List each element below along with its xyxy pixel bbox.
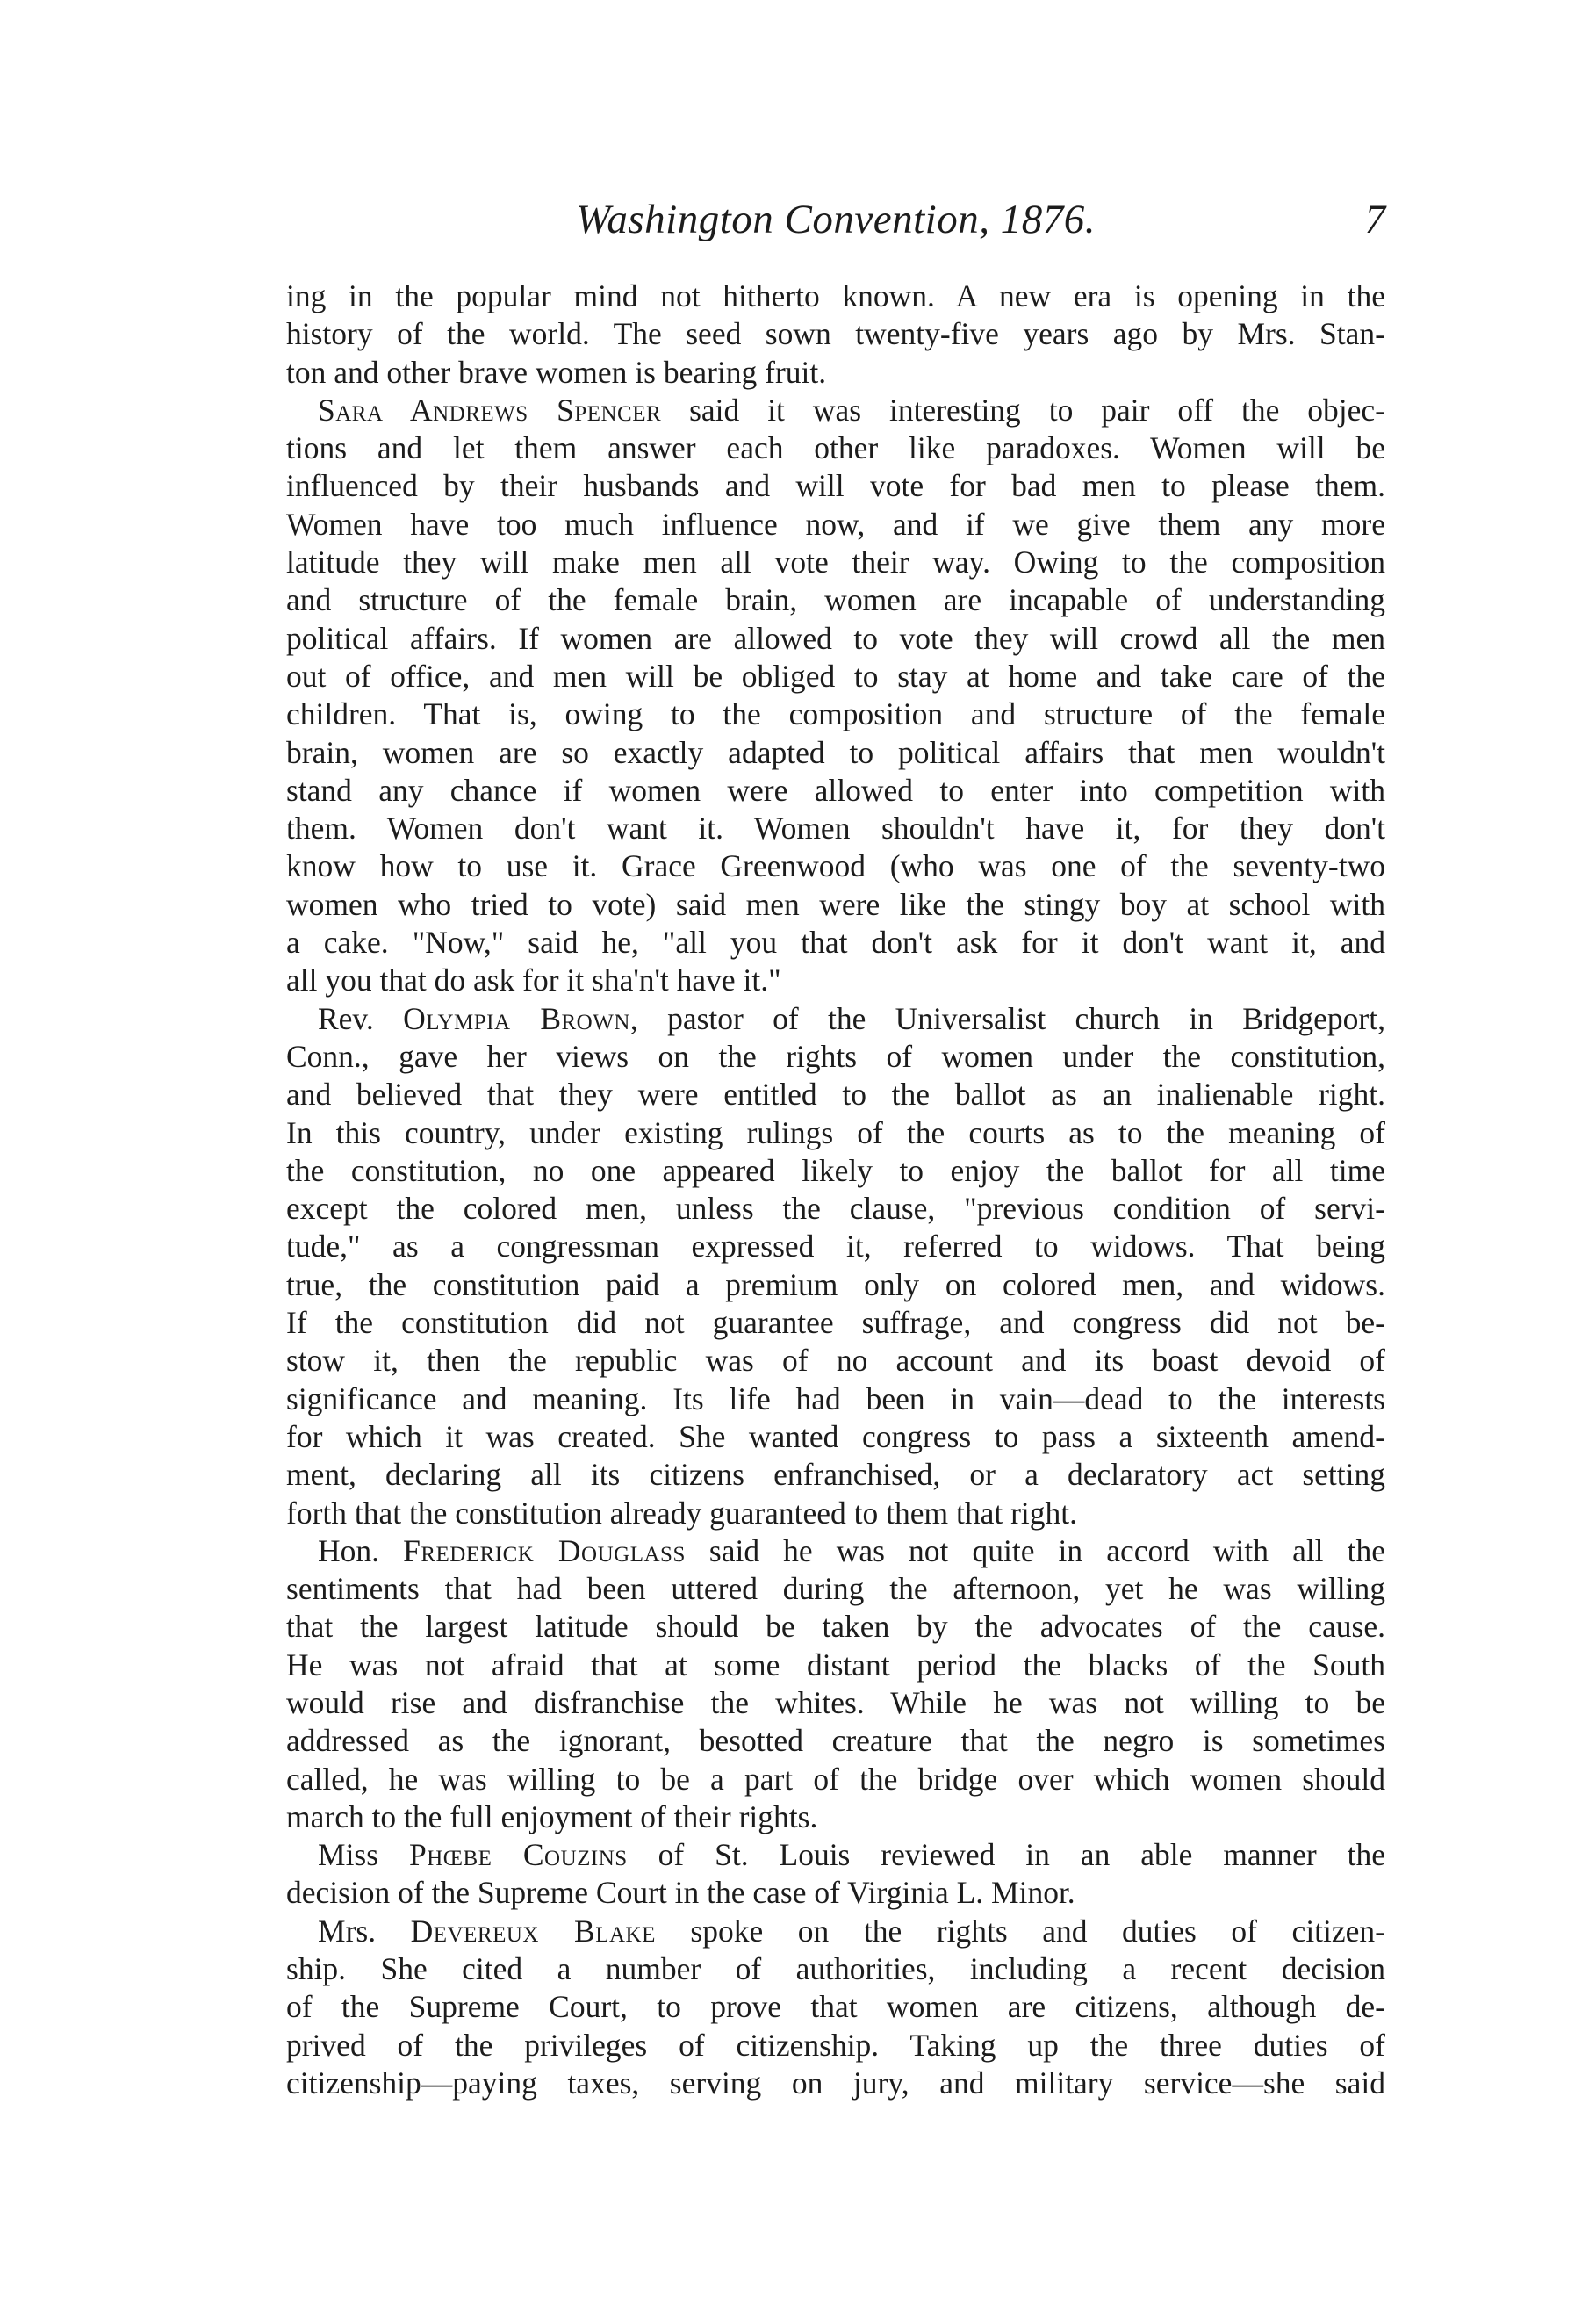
text-line: stow it, then the republic was of no account and its boast devoid of (286, 1343, 1385, 1379)
text-line: stand any chance if women were allowed to enter into competition with (286, 772, 1385, 808)
paragraph (286, 1836, 1385, 1913)
text-line: children. That is, owing to the composition and structure of the female (286, 696, 1385, 732)
text-line (286, 1913, 1385, 1950)
text-line (286, 1532, 1385, 1570)
text-line (286, 392, 1385, 429)
text-line: history of the world. The seed sown twenty-five years ago by Mrs. Stan- (286, 316, 1385, 352)
text-line: sentiments that had been uttered during the afternoon, yet he was willing (286, 1571, 1385, 1607)
text-line: political affairs. If women are allowed to vote they will crowd all the men (286, 620, 1385, 656)
text-line: all you that do ask for it sha'n't have it." (286, 962, 781, 998)
text-line: ing in the popular mind not hitherto known. A new era is opening in the (286, 278, 1385, 313)
paragraph (286, 277, 1385, 392)
text-line: ment, declaring all its citizens enfranchised, or a declaratory act setting (286, 1457, 1385, 1493)
title-prefix: Miss (318, 1837, 409, 1873)
text-line: and structure of the female brain, women are incapable of understanding (286, 582, 1385, 618)
text-line (286, 1000, 1385, 1038)
paragraph (286, 1532, 1385, 1836)
text-line: addressed as the ignorant, besotted creature that the negro is sometimes (286, 1723, 1385, 1759)
text-line: know how to use it. Grace Greenwood (who was one of the seventy-two (286, 848, 1385, 884)
text-line: and believed that they were entitled to the ballot as an inalienable right. (286, 1077, 1385, 1113)
title-prefix: Hon. (318, 1532, 404, 1568)
text-line: If the constitution did not guarantee suffrage, and congress did not be- (286, 1305, 1385, 1341)
text-line: for which it was created. She wanted congress to pass a sixteenth amend- (286, 1418, 1385, 1454)
running-title: Washington Convention, 1876. (576, 197, 1096, 242)
text-line: influenced by their husbands and will vote for bad men to please them. (286, 468, 1385, 504)
text-segment: said he was not quite in accord with all the (685, 1532, 1385, 1568)
text-segment: of St. Louis reviewed in an able manner the (627, 1837, 1385, 1873)
paragraph (286, 392, 1385, 1000)
paragraph (286, 1000, 1385, 1532)
page-number: 7 (1364, 197, 1385, 242)
speaker-name: Devereux Blake (410, 1913, 656, 1949)
text-line: In this country, under existing rulings of the courts as to the meaning of (286, 1114, 1385, 1150)
body-text (286, 277, 1385, 2102)
text-line: Women have too much influence now, and if we give them any more (286, 506, 1385, 542)
text-line: decision of the Supreme Court in the case of Virginia L. Minor. (286, 1875, 1075, 1911)
text-line: the constitution, no one appeared likely to enjoy the ballot for all time (286, 1152, 1385, 1188)
text-line: latitude they will make men all vote their way. Owing to the composition (286, 544, 1385, 580)
page-header (286, 193, 1385, 255)
speaker-name: Olympia Brown (403, 1000, 630, 1036)
text-line: brain, women are so exactly adapted to political affairs that men wouldn't (286, 734, 1385, 770)
text-line: would rise and disfranchise the whites. While he was not willing to be (286, 1684, 1385, 1720)
text-line: that the largest latitude should be taken by the advocates of the cause. (286, 1609, 1385, 1645)
speaker-name: Frederick Douglass (403, 1532, 686, 1568)
text-line: called, he was willing to be a part of the bridge over which women should (286, 1761, 1385, 1797)
text-segment: said it was interesting to pair off the objec- (661, 392, 1385, 428)
title-prefix: Rev. (318, 1000, 404, 1036)
text-segment: spoke on the rights and duties of citizen- (655, 1913, 1385, 1949)
text-line: except the colored men, unless the clause, "previous condition of servi- (286, 1191, 1385, 1227)
text-line: Conn., gave her views on the rights of women under the constitution, (286, 1038, 1385, 1074)
text-line: out of office, and men will be obliged to stay at home and take care of the (286, 658, 1385, 694)
text-line: tions and let them answer each other like paradoxes. Women will be (286, 430, 1385, 466)
text-line: a cake. "Now," said he, "all you that don't ask for it don't want it, and (286, 925, 1385, 961)
text-line: ship. She cited a number of authorities, including a recent decision (286, 1951, 1385, 1987)
text-line: ton and other brave women is bearing fruit. (286, 354, 827, 390)
text-line (286, 1836, 1385, 1874)
text-line: prived of the privileges of citizenship. Taking up the three duties of (286, 2027, 1385, 2063)
text-line: of the Supreme Court, to prove that women are citizens, although de- (286, 1989, 1385, 2025)
paragraph (286, 1913, 1385, 2102)
text-line: march to the full enjoyment of their rights. (286, 1798, 818, 1834)
title-prefix: Mrs. (318, 1913, 411, 1949)
text-line: citizenship—paying taxes, serving on jury, and military service—she said (286, 2065, 1385, 2101)
speaker-name: Phœbe Couzins (408, 1837, 628, 1873)
text-line: true, the constitution paid a premium only on colored men, and widows. (286, 1266, 1385, 1302)
speaker-name: Sara Andrews Spencer (318, 392, 662, 428)
text-line: forth that the constitution already guaranteed to them that right. (286, 1495, 1078, 1531)
text-line: them. Women don't want it. Women shouldn't have it, for they don't (286, 811, 1385, 847)
text-line: He was not afraid that at some distant period the blacks of the South (286, 1647, 1385, 1683)
text-line: significance and meaning. Its life had been in vain—dead to the interests (286, 1380, 1385, 1416)
text-line: women who tried to vote) said men were like the stingy boy at school with (286, 886, 1385, 922)
text-line: tude," as a congressman expressed it, referred to widows. That being (286, 1229, 1385, 1265)
text-segment: , pastor of the Universalist church in Bridgeport, (629, 1000, 1385, 1036)
